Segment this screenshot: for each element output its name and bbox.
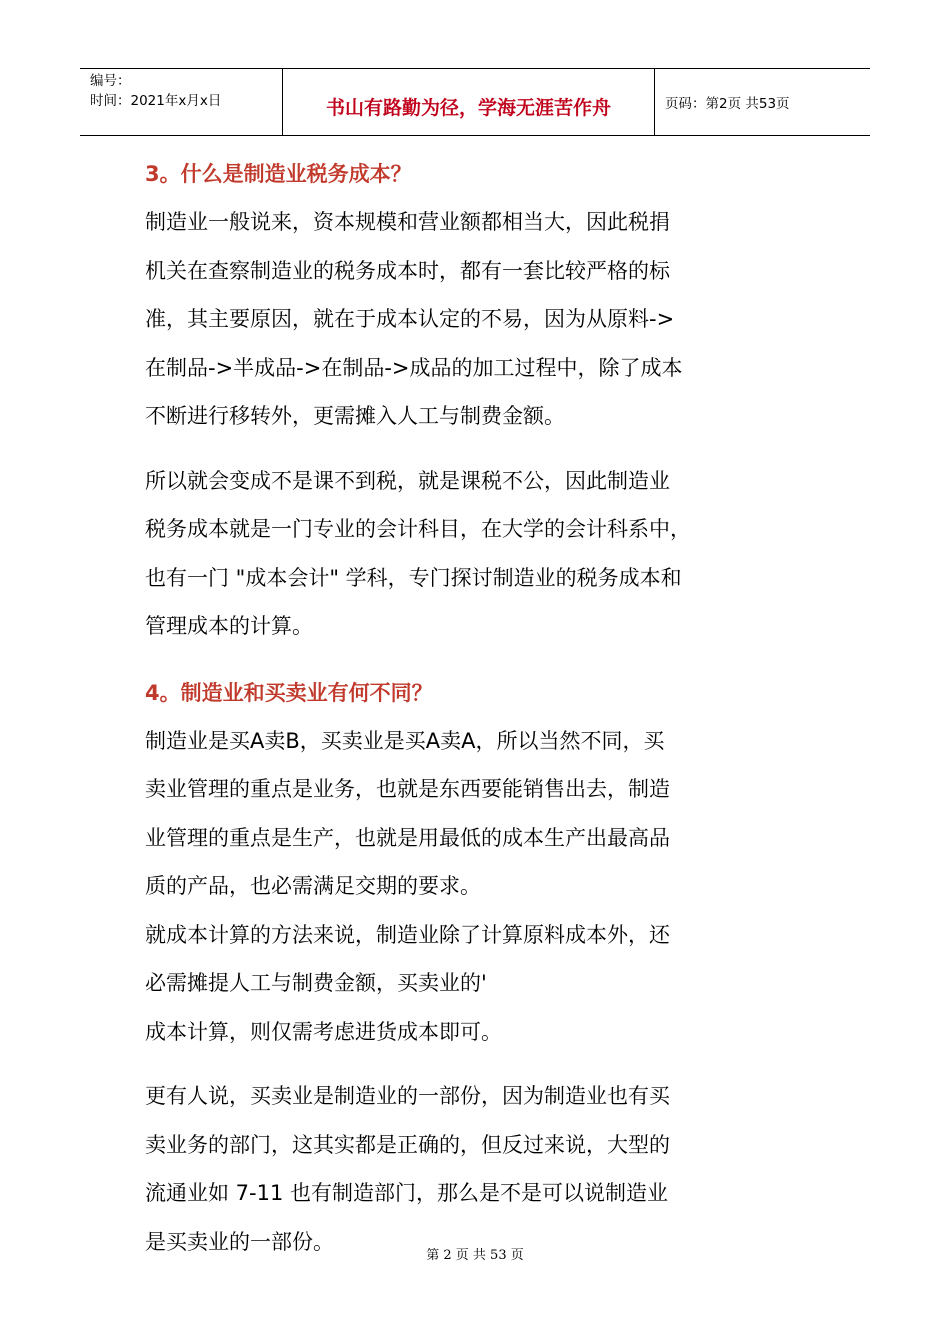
paragraph xyxy=(145,717,815,1057)
text-line: 流通业如 7-11 也有制造部门，那么是不是可以说制造业 xyxy=(145,1181,669,1205)
text-line: 制造业一般说来，资本规模和营业额都相当大，因此税捐 xyxy=(145,210,670,234)
paragraph xyxy=(145,1072,815,1266)
header-page-info xyxy=(655,69,870,135)
motto-text: 书山有路勤为径，学海无涯苦作舟 xyxy=(325,96,611,119)
text-line: 业管理的重点是生产，也就是用最低的成本生产出最高品 xyxy=(145,825,670,850)
page-header xyxy=(80,68,870,136)
document-body xyxy=(145,150,815,1266)
page-footer xyxy=(0,1244,950,1263)
text-line: 也有一门 "成本会计" 学科，专门探讨制造业的税务成本和 xyxy=(145,565,682,590)
text-line: 成本计算，则仅需考虑进货成本即可。 xyxy=(145,1019,502,1044)
text-line: 准，其主要原因，就在于成本认定的不易，因为从原料-> xyxy=(145,307,675,331)
text-line: 所以就会变成不是课不到税，就是课税不公，因此制造业 xyxy=(145,468,670,493)
text-line: 更有人说，买卖业是制造业的一部份，因为制造业也有买 xyxy=(145,1084,670,1108)
page-info-text: 页码：第2页 共53页 xyxy=(665,96,790,112)
text-line: 在制品->半成品->在制品->成品的加工过程中，除了成本 xyxy=(145,355,683,380)
text-line: 质的产品，也必需满足交期的要求。 xyxy=(145,874,481,898)
text-line: 制造业是买A卖B，买卖业是买A卖A，所以当然不同，买 xyxy=(145,728,665,753)
header-motto xyxy=(282,69,655,135)
time-label: 时间：2021年x月x日 xyxy=(90,93,222,109)
section-heading-3: 3。什么是制造业税务成本？ xyxy=(145,162,412,186)
text-line: 税务成本就是一门专业的会计科目，在大学的会计科系中， xyxy=(145,517,691,541)
paragraph xyxy=(145,457,815,651)
footer-page-number: 第 2 页 共 53 页 xyxy=(426,1248,524,1263)
text-line: 是买卖业的一部份。 xyxy=(145,1229,334,1254)
text-line: 机关在查察制造业的税务成本时，都有一套比较严格的标 xyxy=(145,258,670,283)
text-line: 不断进行移转外，更需摊入人工与制费金额。 xyxy=(145,404,565,428)
paragraph xyxy=(145,198,815,441)
text-line: 管理成本的计算。 xyxy=(145,614,313,638)
text-line: 就成本计算的方法来说，制造业除了计算原料成本外，还 xyxy=(145,922,670,947)
text-line: 必需摊提人工与制费金额，买卖业的' xyxy=(145,971,487,995)
text-line: 卖业务的部门，这其实都是正确的，但反过来说，大型的 xyxy=(145,1132,670,1157)
number-label: 编号： xyxy=(90,73,131,89)
section-heading-4: 4。制造业和买卖业有何不同？ xyxy=(145,680,433,705)
text-line: 卖业管理的重点是业务，也就是东西要能销售出去，制造 xyxy=(145,777,670,801)
header-meta xyxy=(80,69,282,135)
